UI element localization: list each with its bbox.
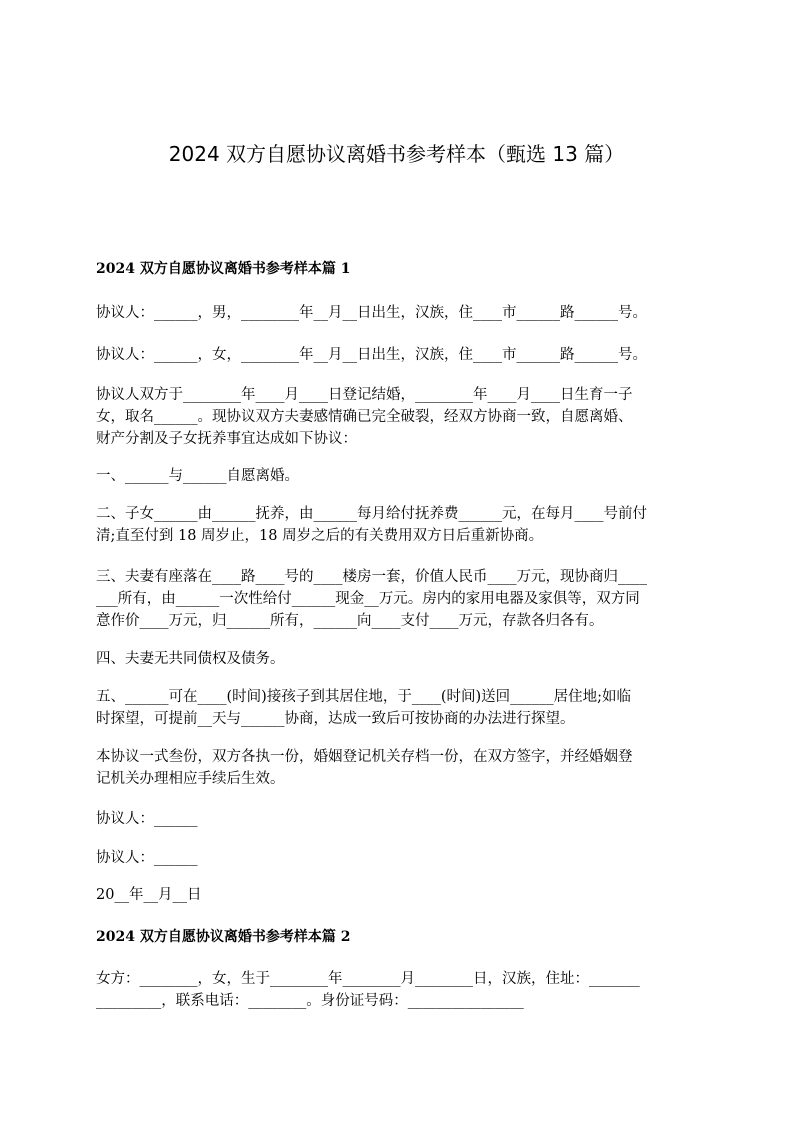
paragraph-line: 意作价____万元，归______所有，______向____支付____万元，存款各归各有。 <box>96 613 604 629</box>
paragraph-line: _________，联系电话：________。身份证号码：________________ <box>96 993 524 1009</box>
section-heading-2: 2024 双方自愿协议离婚书参考样本篇 2 <box>96 929 351 945</box>
paragraph-line: 女方：________，女，生于________年________月________日，汉族，住址：_______ <box>96 971 640 987</box>
signature-line: 协议人：______ <box>96 850 198 866</box>
paragraph-line: 协议人双方于________年____月____日登记结婚，________年____月____日生育一子 <box>96 387 633 403</box>
document-title: 2024 双方自愿协议离婚书参考样本（甄选 13 篇） <box>168 142 625 166</box>
date-line: 20__年__月__日 <box>96 887 202 903</box>
signature-line: 协议人：______ <box>96 811 198 827</box>
paragraph-line: 四、夫妻无共同债权及债务。 <box>96 651 285 667</box>
paragraph-line: 二、子女______由______抚养，由______每月给付抚养费______元，在每月____号前付 <box>96 506 647 522</box>
paragraph-line: 清;直至付到 18 周岁止，18 周岁之后的有关费用双方日后重新协商。 <box>96 528 544 544</box>
paragraph-line: 本协议一式叁份，双方各执一份，婚姻登记机关存档一份，在双方签字，并经婚姻登 <box>96 749 633 765</box>
paragraph-line: 五、______可在____(时间)接孩子到其居住地，于____(时间)送回______居住地;如临 <box>96 689 632 705</box>
paragraph-line: 协议人：______，男，________年__月__日出生，汉族，住____市______路______号。 <box>96 305 647 321</box>
paragraph-line: 财产分割及子女抚养事宜达成如下协议： <box>96 431 357 447</box>
paragraph-line: 协议人：______，女，________年__月__日出生，汉族，住____市______路______号。 <box>96 347 647 363</box>
paragraph-line: 一、______与______自愿离婚。 <box>96 468 299 484</box>
paragraph-line: 女，取名______。现协议双方夫妻感情确已完全破裂，经双方协商一致，自愿离婚、 <box>96 409 633 425</box>
paragraph-line: 三、夫妻有座落在____路____号的____楼房一套，价值人民币____万元，现协商归____ <box>96 569 647 585</box>
paragraph-line: 时探望，可提前__天与______协商，达成一致后可按协商的办法进行探望。 <box>96 711 575 727</box>
paragraph-line: ___所有，由______一次性给付______现金__万元。房内的家用电器及家俱等，双方同 <box>96 591 640 607</box>
section-heading-1: 2024 双方自愿协议离婚书参考样本篇 1 <box>96 261 351 277</box>
paragraph-line: 记机关办理相应手续后生效。 <box>96 771 285 787</box>
